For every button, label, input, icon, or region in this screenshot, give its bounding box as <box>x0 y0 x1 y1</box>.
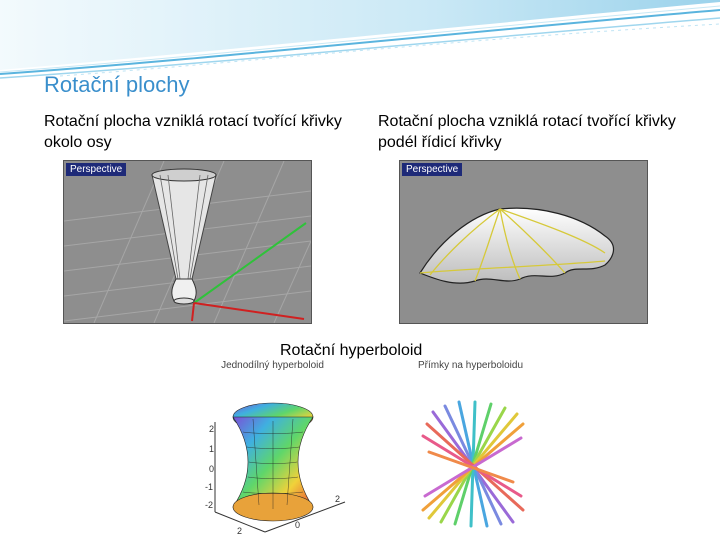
axis-tick: 0 <box>209 464 215 474</box>
left-perspective-viewport <box>63 160 312 324</box>
viewport-label: Perspective <box>402 163 462 176</box>
axis-tick: 1 <box>209 444 215 454</box>
viewport-label: Perspective <box>66 163 126 176</box>
grid-and-vase-illustration <box>64 161 311 323</box>
header-wave-decoration <box>0 0 720 80</box>
center-caption: Rotační hyperboloid <box>280 342 423 359</box>
panel-title: Přímky na hyperboloidu <box>417 360 524 371</box>
axis-tick: 2 <box>335 494 341 504</box>
axis-tick: -1 <box>205 482 214 492</box>
panel-title: Jednodílný hyperboloid <box>221 360 324 371</box>
left-caption: Rotační plocha vzniklá rotací tvořící křivky okolo osy <box>44 113 342 151</box>
axis-tick: 0 <box>295 520 301 530</box>
right-perspective-viewport <box>399 160 648 324</box>
hyperboloid-lines-panel <box>383 360 558 540</box>
dome-illustration <box>400 161 647 323</box>
slide-title: Rotační plochy <box>44 72 190 97</box>
hyperboloid-lines-plot <box>383 372 558 540</box>
hyperboloid-surface-panel <box>185 360 360 540</box>
axis-tick: -2 <box>205 500 214 510</box>
axis-tick: 2 <box>209 424 215 434</box>
hyperboloid-surface-plot <box>185 372 360 540</box>
axis-tick: 2 <box>237 526 243 536</box>
right-caption: Rotační plocha vzniklá rotací tvořící křivky podél řídicí křivky <box>378 113 676 151</box>
